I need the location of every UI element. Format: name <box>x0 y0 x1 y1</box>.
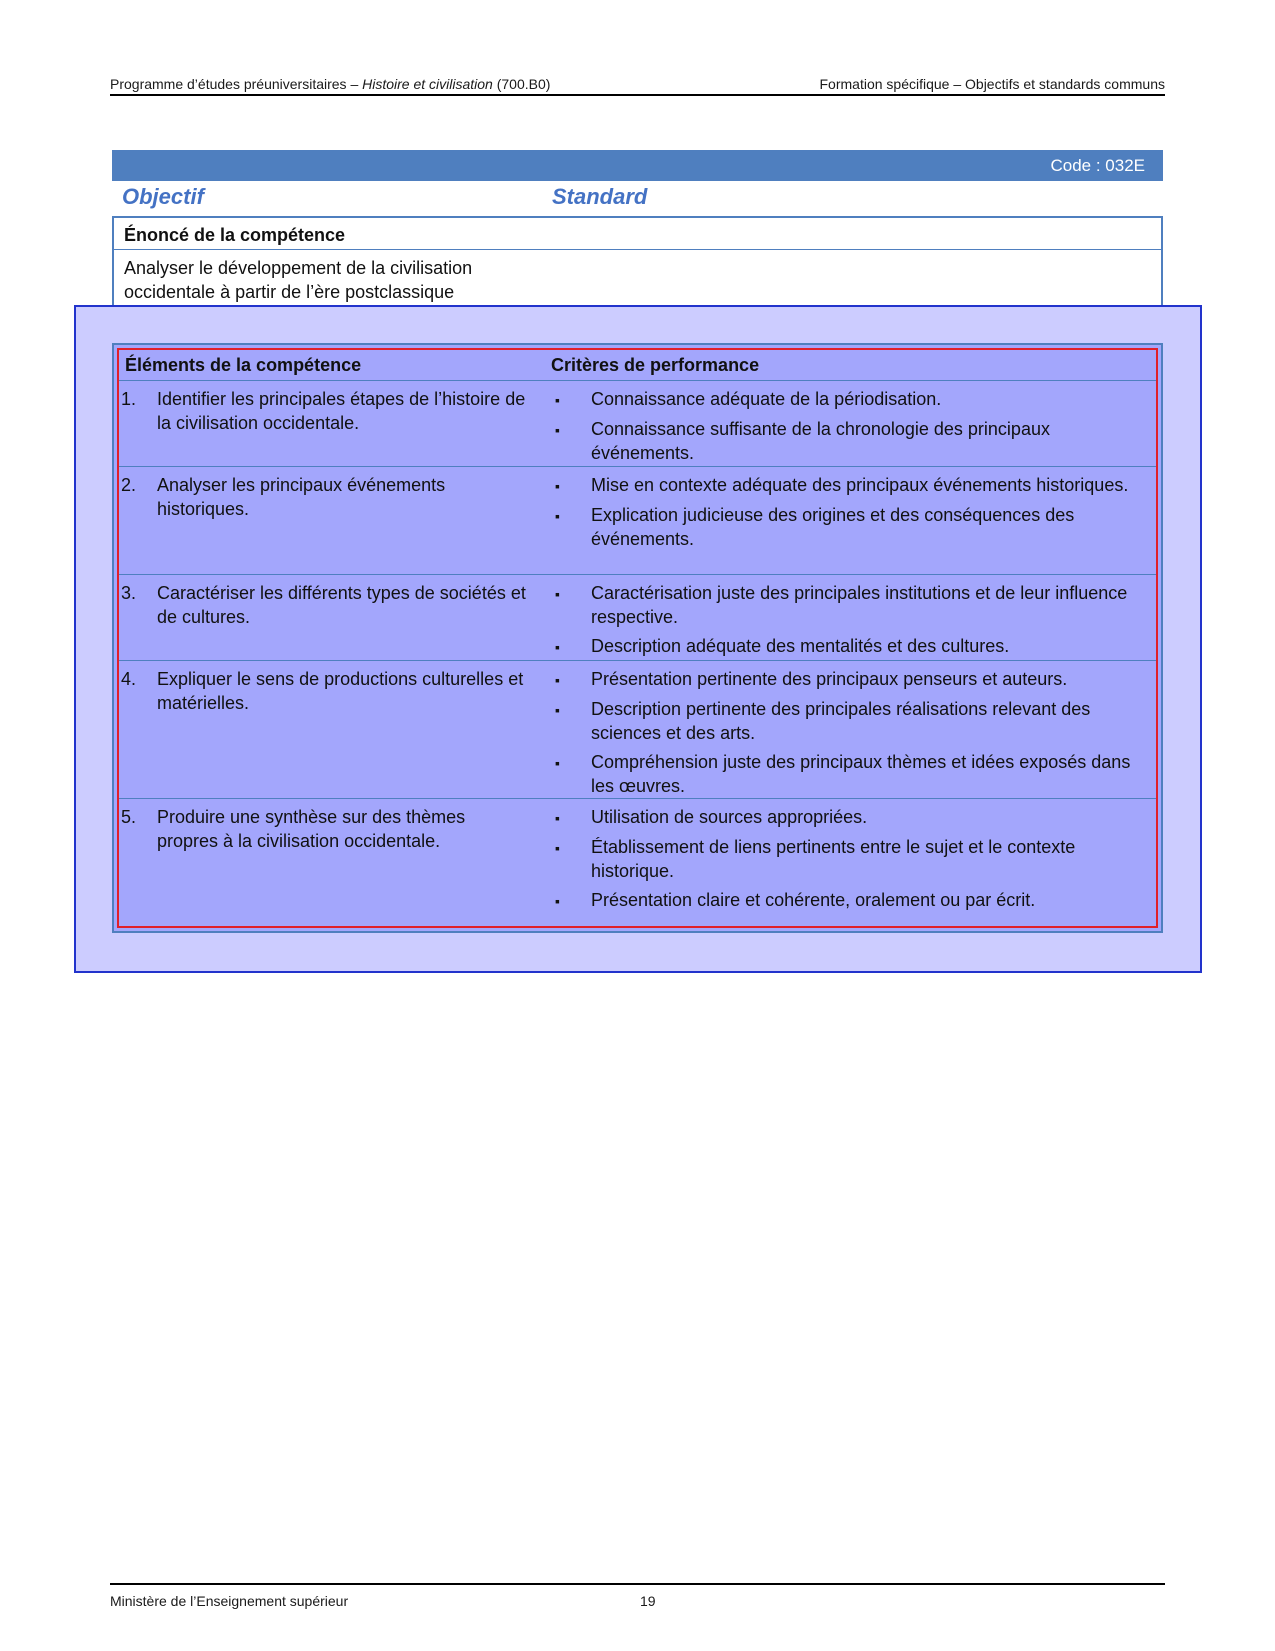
criterion-text: Connaissance suffisante de la chronologie des principaux événements. <box>591 419 1050 463</box>
element-number: 5. <box>121 807 137 827</box>
objectif-heading: Objectif <box>122 184 204 209</box>
criterion-item <box>551 581 1156 629</box>
col-elements-header: Éléments de la compétence <box>125 354 362 375</box>
criterion-item <box>551 387 1156 412</box>
col-criteria-header: Critères de performance <box>551 354 760 375</box>
element-number: 1. <box>121 389 137 409</box>
page-number: 19 <box>640 1593 656 1609</box>
table-rows <box>119 381 1156 911</box>
table-row <box>119 661 1156 799</box>
elements-table-inner <box>117 348 1158 928</box>
element-cell <box>119 661 551 798</box>
enonce-line: occidentale à partir de l’ère postclassique <box>124 282 455 302</box>
criteria-cell <box>551 661 1156 798</box>
element-text: Identifier les principales étapes de l’histoire de la civilisation occidentale. <box>157 389 526 433</box>
criterion-item <box>551 835 1156 883</box>
criteria-cell <box>551 467 1156 574</box>
table-header <box>119 350 1156 381</box>
bullet-icon <box>551 503 591 551</box>
criterion-text: Présentation claire et cohérente, oralement ou par écrit. <box>591 890 1036 910</box>
code-band <box>112 150 1163 181</box>
element-cell <box>119 799 551 911</box>
criterion-item <box>551 503 1156 551</box>
criterion-text: Connaissance adéquate de la périodisation. <box>591 389 942 409</box>
criterion-item <box>551 417 1156 465</box>
criterion-item <box>551 750 1156 798</box>
enonce-line: Analyser le développement de la civilisation <box>124 258 473 278</box>
criterion-text: Mise en contexte adéquate des principaux événements historiques. <box>591 475 1129 495</box>
standard-heading: Standard <box>552 184 648 209</box>
bullet-icon <box>551 697 591 745</box>
element-number: 2. <box>121 475 137 495</box>
page-header <box>110 76 1165 96</box>
criterion-text: Description pertinente des principales réalisations relevant des sciences et des arts. <box>591 699 1091 743</box>
table-row <box>119 381 1156 467</box>
page-footer <box>110 1583 1165 1609</box>
element-cell <box>119 575 551 660</box>
bullet-icon <box>551 581 591 629</box>
element-text: Caractériser les différents types de sociétés et de cultures. <box>157 583 526 627</box>
element-cell <box>119 381 551 466</box>
criterion-text: Établissement de liens pertinents entre le sujet et le contexte historique. <box>591 837 1076 881</box>
bullet-icon <box>551 634 591 659</box>
header-left: Programme d’études préuniversitaires – Histoire et civilisation (700.B0) <box>110 76 551 92</box>
criteria-cell <box>551 799 1156 911</box>
criterion-item <box>551 667 1156 692</box>
bullet-icon <box>551 835 591 883</box>
footer-left: Ministère de l’Enseignement supérieur <box>110 1593 349 1609</box>
criterion-item <box>551 888 1156 913</box>
element-text: Expliquer le sens de productions culturelles et matérielles. <box>157 669 524 713</box>
bullet-icon <box>551 417 591 465</box>
criterion-text: Compréhension juste des principaux thèmes et idées exposés dans les œuvres. <box>591 752 1131 796</box>
criterion-text: Caractérisation juste des principales institutions et de leur influence respective. <box>591 583 1128 627</box>
elements-table <box>112 343 1163 933</box>
criterion-item <box>551 805 1156 830</box>
bullet-icon <box>551 667 591 692</box>
criterion-text: Description adéquate des mentalités et des cultures. <box>591 636 1010 656</box>
table-row <box>119 467 1156 575</box>
enonce-title: Énoncé de la compétence <box>114 218 1161 250</box>
element-cell <box>119 467 551 574</box>
element-number: 4. <box>121 669 137 689</box>
criteria-cell <box>551 381 1156 466</box>
criteria-cell <box>551 575 1156 660</box>
criterion-item <box>551 634 1156 659</box>
criterion-text: Explication judicieuse des origines et des conséquences des événements. <box>591 505 1075 549</box>
table-row <box>119 799 1156 911</box>
bullet-icon <box>551 387 591 412</box>
criterion-text: Utilisation de sources appropriées. <box>591 807 868 827</box>
bullet-icon <box>551 805 591 830</box>
element-text: Produire une synthèse sur des thèmes propres à la civilisation occidentale. <box>157 807 466 851</box>
criterion-item <box>551 697 1156 745</box>
bullet-icon <box>551 473 591 498</box>
table-row <box>119 575 1156 661</box>
bullet-icon <box>551 888 591 913</box>
criterion-item <box>551 473 1156 498</box>
code-label: Code : 032E <box>1050 155 1145 175</box>
header-right: Formation spécifique – Objectifs et standards communs <box>819 76 1165 92</box>
element-number: 3. <box>121 583 137 603</box>
element-text: Analyser les principaux événements historiques. <box>157 475 446 519</box>
criterion-text: Présentation pertinente des principaux penseurs et auteurs. <box>591 669 1068 689</box>
bullet-icon <box>551 750 591 798</box>
